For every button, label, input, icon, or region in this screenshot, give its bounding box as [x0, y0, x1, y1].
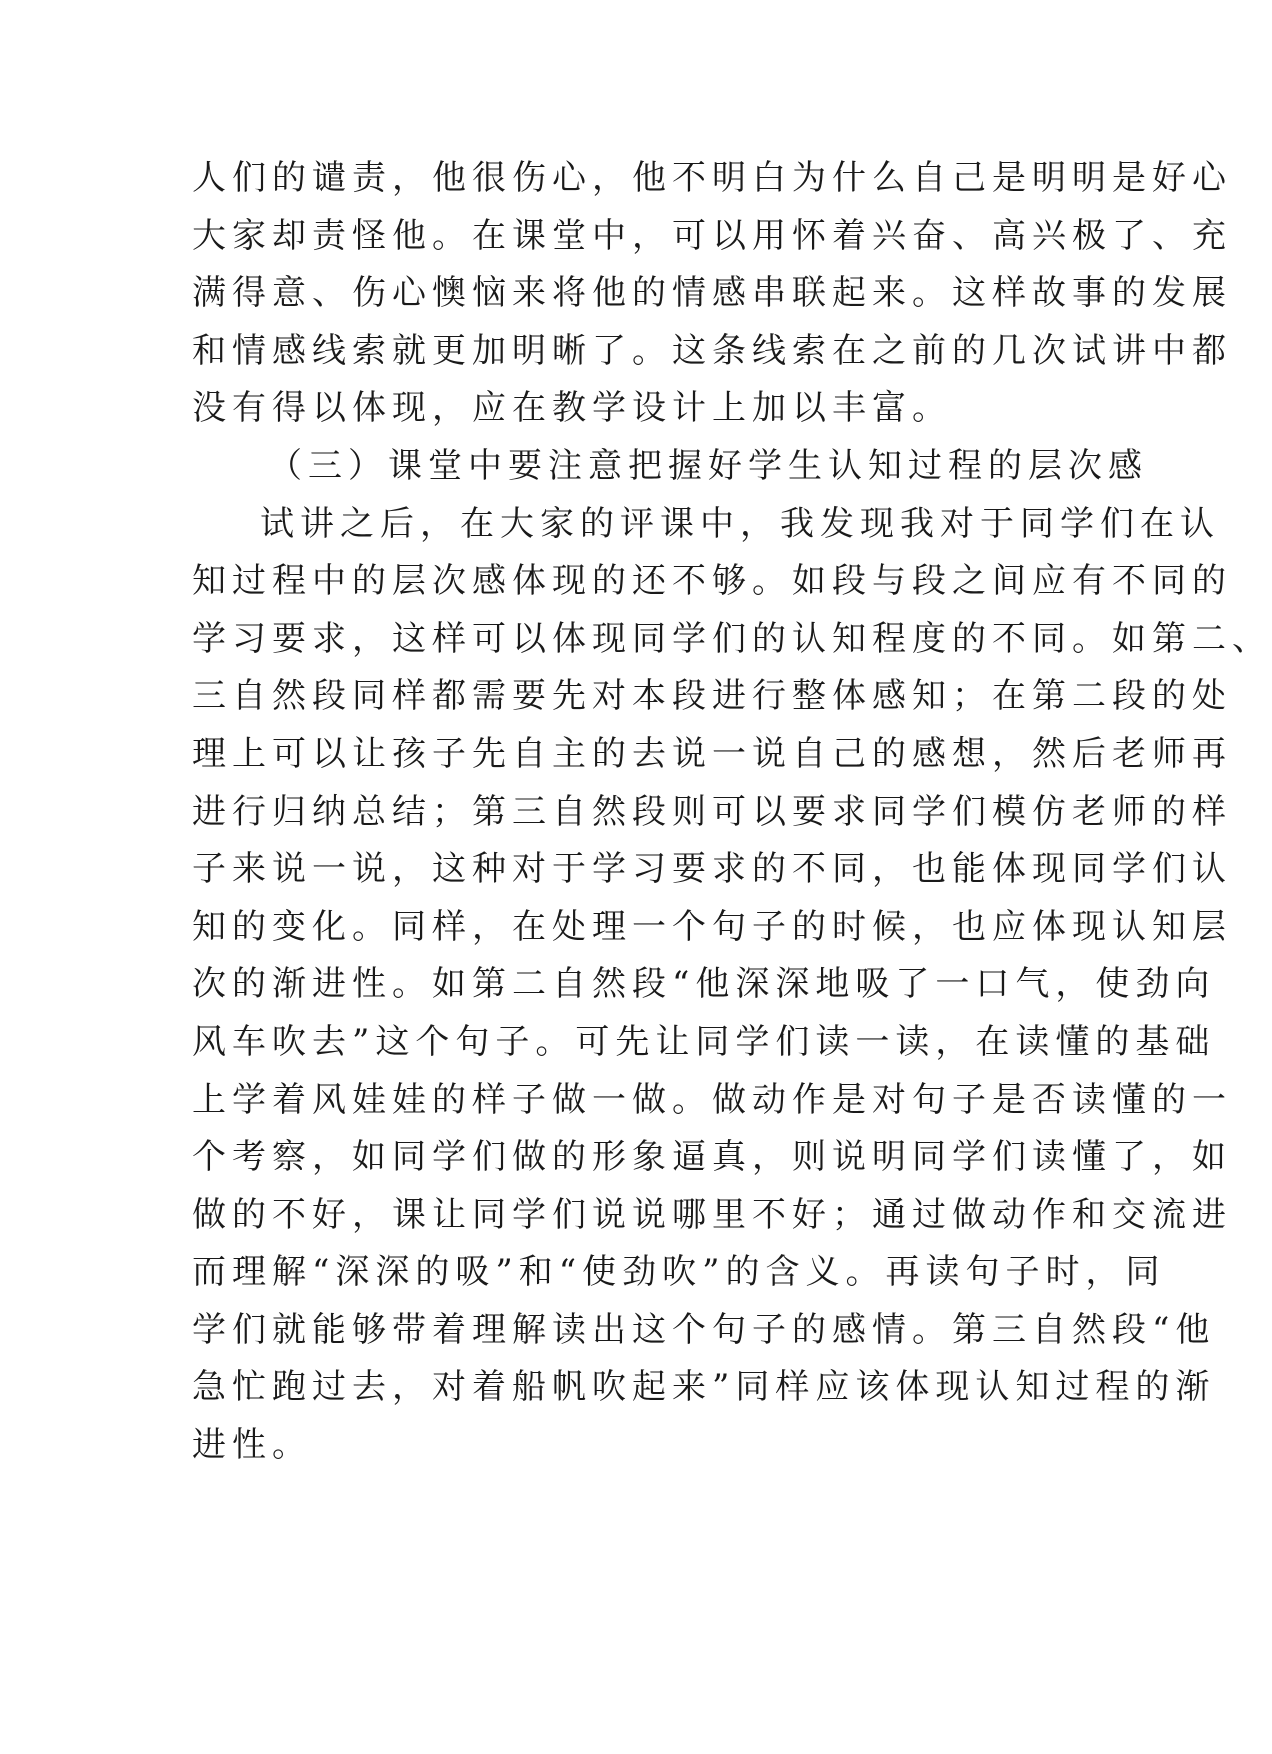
text-line: 子来说一说，这种对于学习要求的不同，也能体现同学们认 [192, 849, 1232, 890]
text-line: 知过程中的层次感体现的还不够。如段与段之间应有不同的 [192, 561, 1232, 602]
document-body [192, 150, 1272, 1475]
text-line: 三自然段同样都需要先对本段进行整体感知；在第二段的处 [192, 676, 1232, 717]
text-line: 个考察，如同学们做的形象逼真，则说明同学们读懂了，如 [192, 1137, 1232, 1178]
text-line: 试讲之后，在大家的评课中，我发现我对于同学们在认 [260, 503, 1220, 544]
text-line: 大家却责怪他。在课堂中，可以用怀着兴奋、高兴极了、充 [192, 215, 1232, 256]
text-line: 没有得以体现，应在教学设计上加以丰富。 [192, 388, 952, 429]
text-line: 满得意、伤心懊恼来将他的情感串联起来。这样故事的发展 [192, 273, 1232, 314]
text-line: 进性。 [192, 1425, 312, 1466]
text-line: 学习要求，这样可以体现同学们的认知程度的不同。如第二、 [192, 618, 1272, 659]
text-line: 进行归纳总结；第三自然段则可以要求同学们模仿老师的样 [192, 791, 1232, 832]
text-line: 理上可以让孩子先自主的去说一说自己的感想，然后老师再 [192, 733, 1232, 774]
text-line: 次的渐进性。如第二自然段“他深深地吸了一口气，使劲向 [192, 964, 1216, 1005]
text-line: 做的不好，课让同学们说说哪里不好；通过做动作和交流进 [192, 1194, 1232, 1235]
section-heading: （三）课堂中要注意把握好学生认知过程的层次感 [268, 445, 1148, 486]
text-line: 人们的谴责，他很伤心，他不明白为什么自己是明明是好心 [192, 158, 1232, 198]
text-line: 急忙跑过去，对着船帆吹起来”同样应该体现认知过程的渐 [192, 1367, 1216, 1408]
text-line: 上学着风娃娃的样子做一做。做动作是对句子是否读懂的一 [192, 1079, 1232, 1120]
text-line: 风车吹去”这个句子。可先让同学们读一读，在读懂的基础 [192, 1021, 1216, 1062]
text-line: 和情感线索就更加明晰了。这条线索在之前的几次试讲中都 [192, 330, 1232, 371]
text-line: 知的变化。同样，在处理一个句子的时候，也应体现认知层 [192, 906, 1232, 947]
text-line: 学们就能够带着理解读出这个句子的感情。第三自然段“他 [192, 1309, 1216, 1350]
text-line: 而理解“深深的吸”和“使劲吹”的含义。再读句子时，同 [192, 1252, 1166, 1293]
